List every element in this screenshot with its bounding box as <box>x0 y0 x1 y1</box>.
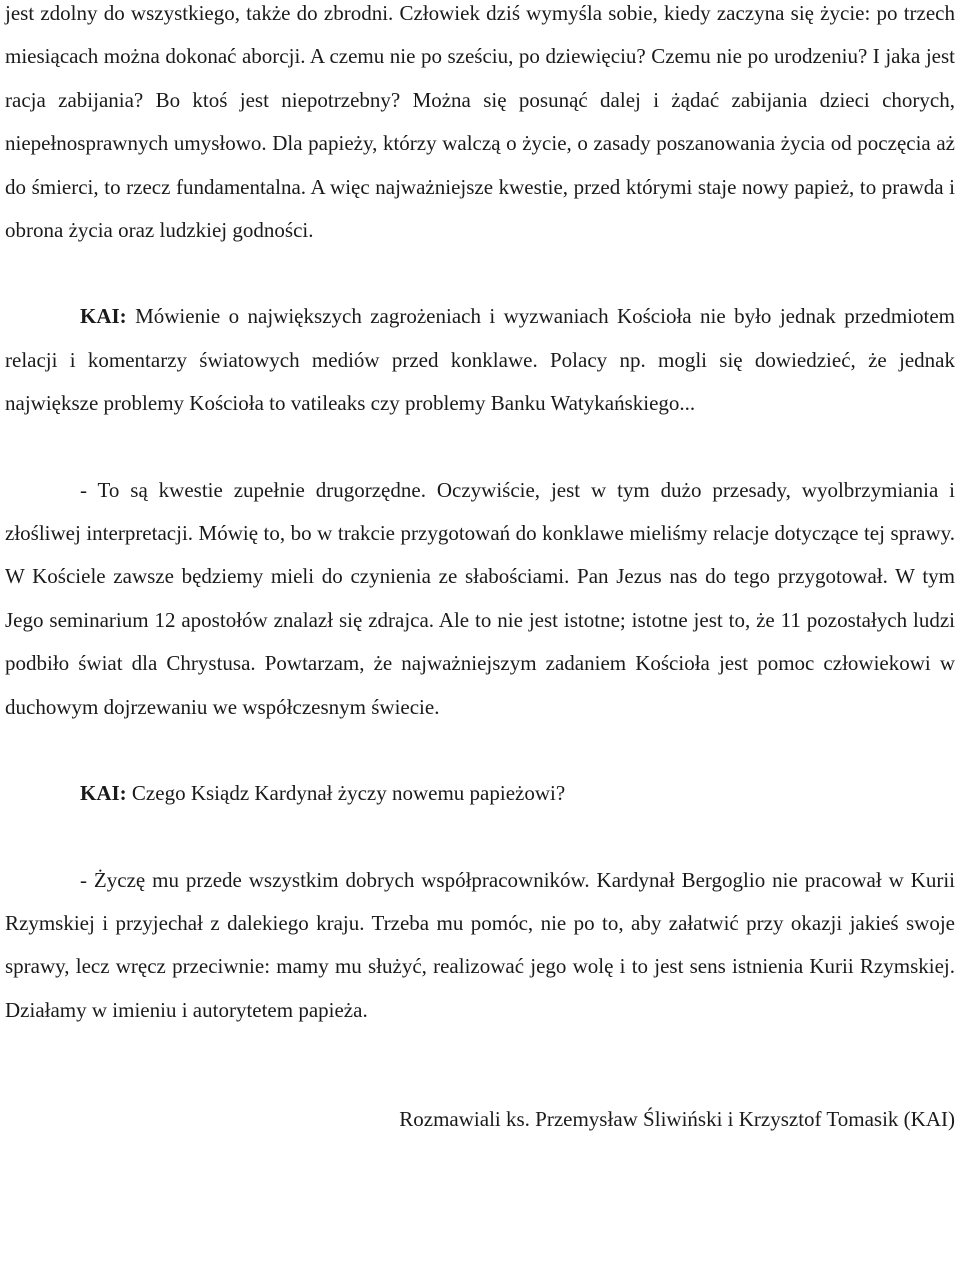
signature: Rozmawiali ks. Przemysław Śliwiński i Krzysztof Tomasik (KAI) <box>399 1107 955 1132</box>
paragraph-answer-continuation: jest zdolny do wszystkiego, także do zbrodni. Człowiek dziś wymyśla sobie, kiedy zaczyna się życie: po trzech miesiącach można dokonać aborcji. A czemu nie po sześciu, po dziewięciu? Czemu nie po urodzeniu? I jaka jest racja zabijania? Bo ktoś jest niepotrzebny? Można się posunąć dalej i żądać zabijania dzieci chorych, niepełnosprawnych umysłowo. Dla papieży, którzy walczą o życie, o zasady poszanowania życia od poczęcia aż do śmierci, to rzecz fundamentalna. A więc najważniejsze kwestie, przed którymi staje nowy papież, to prawda i obrona życia oraz ludzkiej godności. <box>5 1 955 243</box>
paragraph-question-2 <box>5 772 955 815</box>
question-text: Mówienie o największych zagrożeniach i wyzwaniach Kościoła nie było jednak przedmiotem relacji i komentarzy światowych mediów przed konklawe. Polacy np. mogli się dowiedzieć, że jednak największe problemy Kościoła to vatileaks czy problemy Banku Watykańskiego... <box>5 304 955 416</box>
paragraph-answer-1: - To są kwestie zupełnie drugorzędne. Oczywiście, jest w tym dużo przesady, wyolbrzymiania i złośliwej interpretacji. Mówię to, bo w trakcie przygotowań do konklawe mieliśmy relacje dotyczące tej sprawy. W Kościele zawsze będziemy mieli do czynienia ze słabościami. Pan Jezus nas do tego przygotował. W tym Jego seminarium 12 apostołów znalazł się zdrajca. Ale to nie jest istotne; istotne jest to, że 11 pozostałych ludzi podbiło świat dla Chrystusa. Powtarzam, że najważniejszym zadaniem Kościoła jest pomoc człowiekowi w duchowym dojrzewaniu we współczesnym świecie. <box>5 477 955 719</box>
paragraph-question-1 <box>5 295 955 425</box>
document-page <box>5 0 955 1142</box>
question-text: Czego Ksiądz Kardynał życzy nowemu papieżowi? <box>126 781 566 806</box>
interviewer-label: KAI: <box>80 304 127 329</box>
paragraph-answer-2: - Życzę mu przede wszystkim dobrych współpracowników. Kardynał Bergoglio nie pracował w Kurii Rzymskiej i przyjechał z dalekiego kraju. Trzeba mu pomóc, nie po to, aby załatwić przy okazji jakieś swoje sprawy, lecz wręcz przeciwnie: mamy mu służyć, realizować jego wolę i to jest sens istnienia Kurii Rzymskiej. Działamy w imieniu i autorytetem papieża. <box>5 867 955 1022</box>
interviewer-label: KAI: <box>80 781 127 806</box>
